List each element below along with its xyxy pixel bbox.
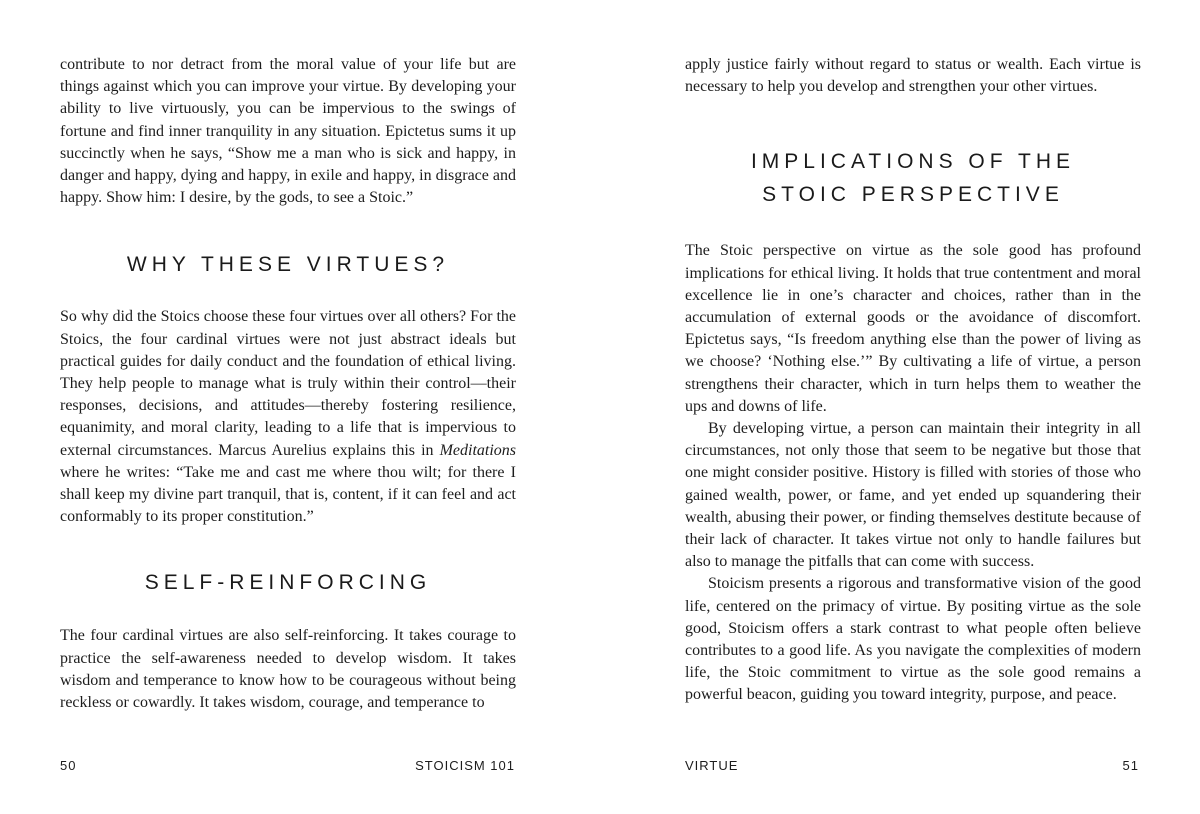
left-running-head: STOICISM 101 bbox=[415, 758, 515, 773]
why-text-part-2: where he writes: “Take me and cast me where thou wilt; for there I shall keep my divine part tranquil, that is, content, if it can feel and act conformably to its proper constitution.” bbox=[60, 463, 516, 526]
implications-paragraph-2: By developing virtue, a person can maintain their integrity in all circumstances, not only those that seem to be negative but those that one might consider positive. History is filled with stories of those who gained wealth, power, or fame, and yet ended up squandering their wealth, abusing their power, or finding themselves destitute because of their lack of character. It takes virtue not only to handle failures but also to manage the pitfalls that can come with success. bbox=[685, 420, 1141, 571]
implications-paragraph-3: Stoicism presents a rigorous and transformative vision of the good life, centered on the primacy of virtue. By positing virtue as the sole good, Stoicism offers a stark contrast to what people often believe contributes to a good life. As you navigate the complexities of modern life, the Stoic commitment to virtue as the sole good remains a powerful beacon, guiding you toward integrity, purpose, and peace. bbox=[685, 575, 1141, 704]
right-text-column bbox=[685, 54, 1141, 707]
why-text-part-1: So why did the Stoics choose these four virtues over all others? For the Stoics, the four cardinal virtues were not just abstract ideals but practical guides for daily conduct and the foundation of ethical living. They help people to manage what is truly within their control—their responses, decisions, and attitudes—thereby fostering resilience, equanimity, and moral clarity, leading to a life that is impervious to external circumstances. Marcus Aurelius explains this in bbox=[60, 308, 516, 459]
self-reinforcing-paragraph: The four cardinal virtues are also self-reinforcing. It takes courage to practice the self-awareness needed to develop wisdom. It takes wisdom and temperance to know how to be courageous without being reckless or cowardly. It takes wisdom, courage, and temperance to bbox=[60, 627, 516, 712]
left-text-column bbox=[60, 54, 516, 714]
left-opening-paragraph: contribute to nor detract from the moral value of your life but are things against which you can improve your virtue. By developing your ability to live virtuously, you can be impervious to the swings of fortune and find inner tranquility in any situation. Epictetus sums it up succinctly when he says, “Show me a man who is sick and happy, in danger and happy, dying and happy, in exile and happy, in disgrace and happy. Show him: I desire, by the gods, to see a Stoic.” bbox=[60, 56, 516, 207]
section-heading-why-these-virtues: WHY THESE VIRTUES? bbox=[126, 253, 450, 277]
right-running-head: VIRTUE bbox=[685, 758, 739, 773]
right-opening-paragraph: apply justice fairly without regard to status or wealth. Each virtue is necessary to help you develop and strengthen your other virtues. bbox=[685, 56, 1141, 96]
implications-paragraph-1: The Stoic perspective on virtue as the sole good has profound implications for ethical living. It holds that true contentment and moral excellence lie in one’s character and choices, rather than in the accumulation of external goods or the avoidance of discomfort. Epictetus says, “Is freedom anything else than the power of living as we choose? ‘Nothing else.’” By cultivating a life of virtue, a person strengthens their character, which in turn helps them to weather the ups and downs of life. bbox=[685, 242, 1141, 415]
heading-line-1: IMPLICATIONS OF THE bbox=[750, 150, 1076, 174]
right-page bbox=[600, 0, 1200, 814]
left-page-number: 50 bbox=[60, 758, 77, 773]
meditations-title: Meditations bbox=[439, 441, 516, 459]
why-these-virtues-paragraph bbox=[60, 306, 516, 528]
section-heading-implications bbox=[685, 145, 1141, 211]
heading-line-2: STOIC PERSPECTIVE bbox=[762, 183, 1064, 207]
section-heading-self-reinforcing: SELF-REINFORCING bbox=[144, 571, 432, 595]
right-page-number: 51 bbox=[1122, 758, 1139, 773]
